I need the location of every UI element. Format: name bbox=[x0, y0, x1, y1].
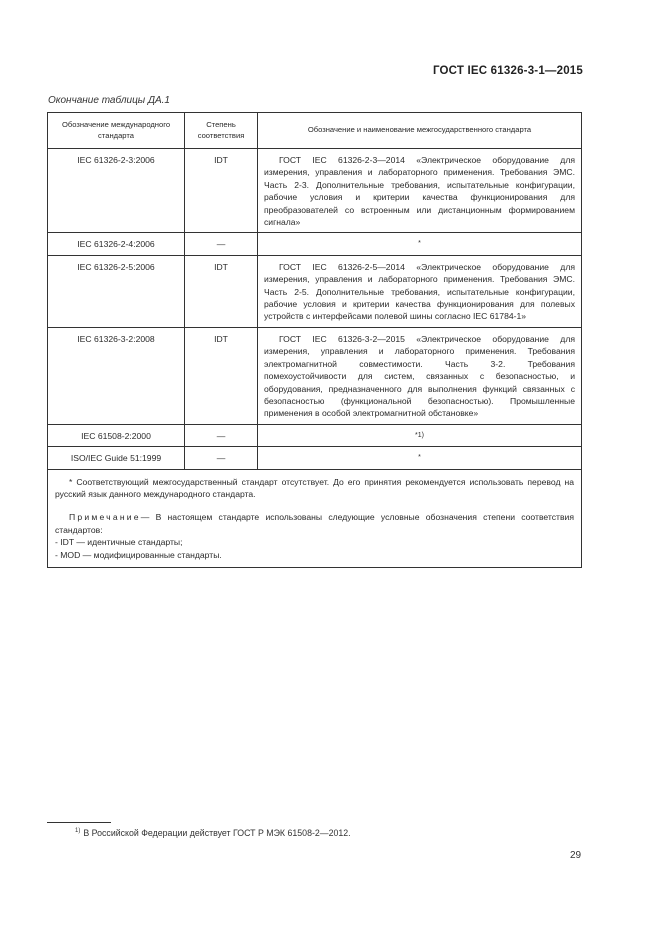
asterisk-note: * Соответствующий межгосударственный стандарт отсутствует. До его принятия рекомендуется использовать перевод на русский язык данного международного стандарта. bbox=[55, 476, 574, 499]
document-header: ГОСТ IEC 61326-3-1—2015 bbox=[432, 65, 583, 77]
intl-standard-cell bbox=[48, 149, 185, 233]
degree: IDT bbox=[214, 155, 228, 165]
table-row bbox=[48, 255, 582, 327]
intl-standard-cell bbox=[48, 233, 185, 255]
note-label: Примечание bbox=[69, 512, 141, 523]
footnote-mark: 1) bbox=[75, 828, 81, 834]
gost-cell bbox=[258, 255, 582, 327]
table-row bbox=[48, 327, 582, 424]
table-row bbox=[48, 447, 582, 469]
intl-standard: IEC 61326-2-5:2006 bbox=[77, 261, 155, 272]
table-notes-row bbox=[48, 469, 582, 567]
gost-cell bbox=[258, 149, 582, 233]
table-notes bbox=[48, 469, 582, 567]
degree-cell bbox=[185, 149, 258, 233]
degree: IDT bbox=[214, 333, 228, 344]
gost-standard: ГОСТ IEC 61326-3-2—2015 «Электрическое оборудование для измерения, управления и лабораторного применения. Требования электромагнитной совместимости. Часть 3-2. Требования помехоустойчивости для систем, связанных с безопасностью, и оборудования, предназначенного для выполнения функций связанных с безопасностью (функциональной безопасностью). Промышленные применения в особой электромагнитной обстановке» bbox=[264, 333, 575, 419]
degree-cell bbox=[185, 255, 258, 327]
gost-standard: ГОСТ IEC 61326-2-3—2014 «Электрическое оборудование для измерения, управления и лабораторного применения. Требования ЭМС. Часть 2-3. Дополнительные требования, испытательные конфигурации, рабочие условия и критерии качества функционирования для преобразователей со встроенным или дистанционным формированием сигнала» bbox=[264, 155, 575, 228]
gost-standard: * bbox=[418, 240, 421, 248]
gost-cell bbox=[258, 447, 582, 469]
gost-cell bbox=[258, 233, 582, 255]
intl-standard: IEC 61508-2:2000 bbox=[81, 430, 151, 441]
header-intl-standard: Обозначение международного стандарта bbox=[48, 113, 185, 149]
intl-standard-cell bbox=[48, 255, 185, 327]
intl-standard-cell bbox=[48, 424, 185, 446]
gost-cell bbox=[258, 424, 582, 446]
footnote-separator bbox=[47, 822, 111, 823]
header-degree: Степень соответствия bbox=[185, 113, 258, 149]
header-interstate-standard: Обозначение и наименование межгосударственного стандарта bbox=[258, 113, 582, 149]
gost-standard: * bbox=[418, 454, 421, 462]
intl-standard: IEC 61326-3-2:2008 bbox=[77, 333, 155, 344]
degree-cell bbox=[185, 447, 258, 469]
degree: IDT bbox=[214, 261, 228, 272]
standards-table bbox=[47, 112, 582, 568]
degree-cell bbox=[185, 233, 258, 255]
degree: — bbox=[216, 430, 226, 441]
table-header-row bbox=[48, 113, 582, 149]
intl-standard: IEC 61326-2-3:2006 bbox=[77, 155, 155, 165]
gost-cell bbox=[258, 327, 582, 424]
intl-standard: ISO/IEC Guide 51:1999 bbox=[70, 453, 162, 464]
table-row bbox=[48, 149, 582, 233]
note-paragraph bbox=[55, 511, 574, 536]
note-list-item: - MOD — модифицированные стандарты. bbox=[55, 549, 222, 560]
table-row bbox=[48, 424, 582, 446]
intl-standard: IEC 61326-2-4:2006 bbox=[77, 239, 155, 250]
table-row bbox=[48, 233, 582, 255]
intl-standard-cell bbox=[48, 327, 185, 424]
gost-standard: *1) bbox=[415, 431, 424, 439]
note-text: — В настоящем стандарте использованы следующие условные обозначения степени соответствия стандартов: bbox=[55, 512, 574, 535]
footnote bbox=[75, 828, 351, 838]
footnote-text: В Российской Федерации действует ГОСТ Р МЭК 61508-2—2012. bbox=[83, 828, 351, 838]
degree-cell bbox=[185, 424, 258, 446]
table-caption: Окончание таблицы ДА.1 bbox=[48, 95, 170, 106]
degree-cell bbox=[185, 327, 258, 424]
degree: — bbox=[216, 453, 226, 464]
note-list-item: - IDT — идентичные стандарты; bbox=[55, 537, 183, 548]
intl-standard-cell bbox=[48, 447, 185, 469]
gost-standard: ГОСТ IEC 61326-2-5—2014 «Электрическое оборудование для измерения, управления и лабораторного применения. Требования ЭМС. Часть 2-5. Дополнительные требования, испытательные конфигурации, рабочие условия и критерии качества функционирования для полевых устройств с интерфейсами полевой шины согласно IEC 61784-1» bbox=[264, 261, 575, 322]
page-number: 29 bbox=[570, 850, 582, 861]
degree: — bbox=[216, 239, 226, 250]
